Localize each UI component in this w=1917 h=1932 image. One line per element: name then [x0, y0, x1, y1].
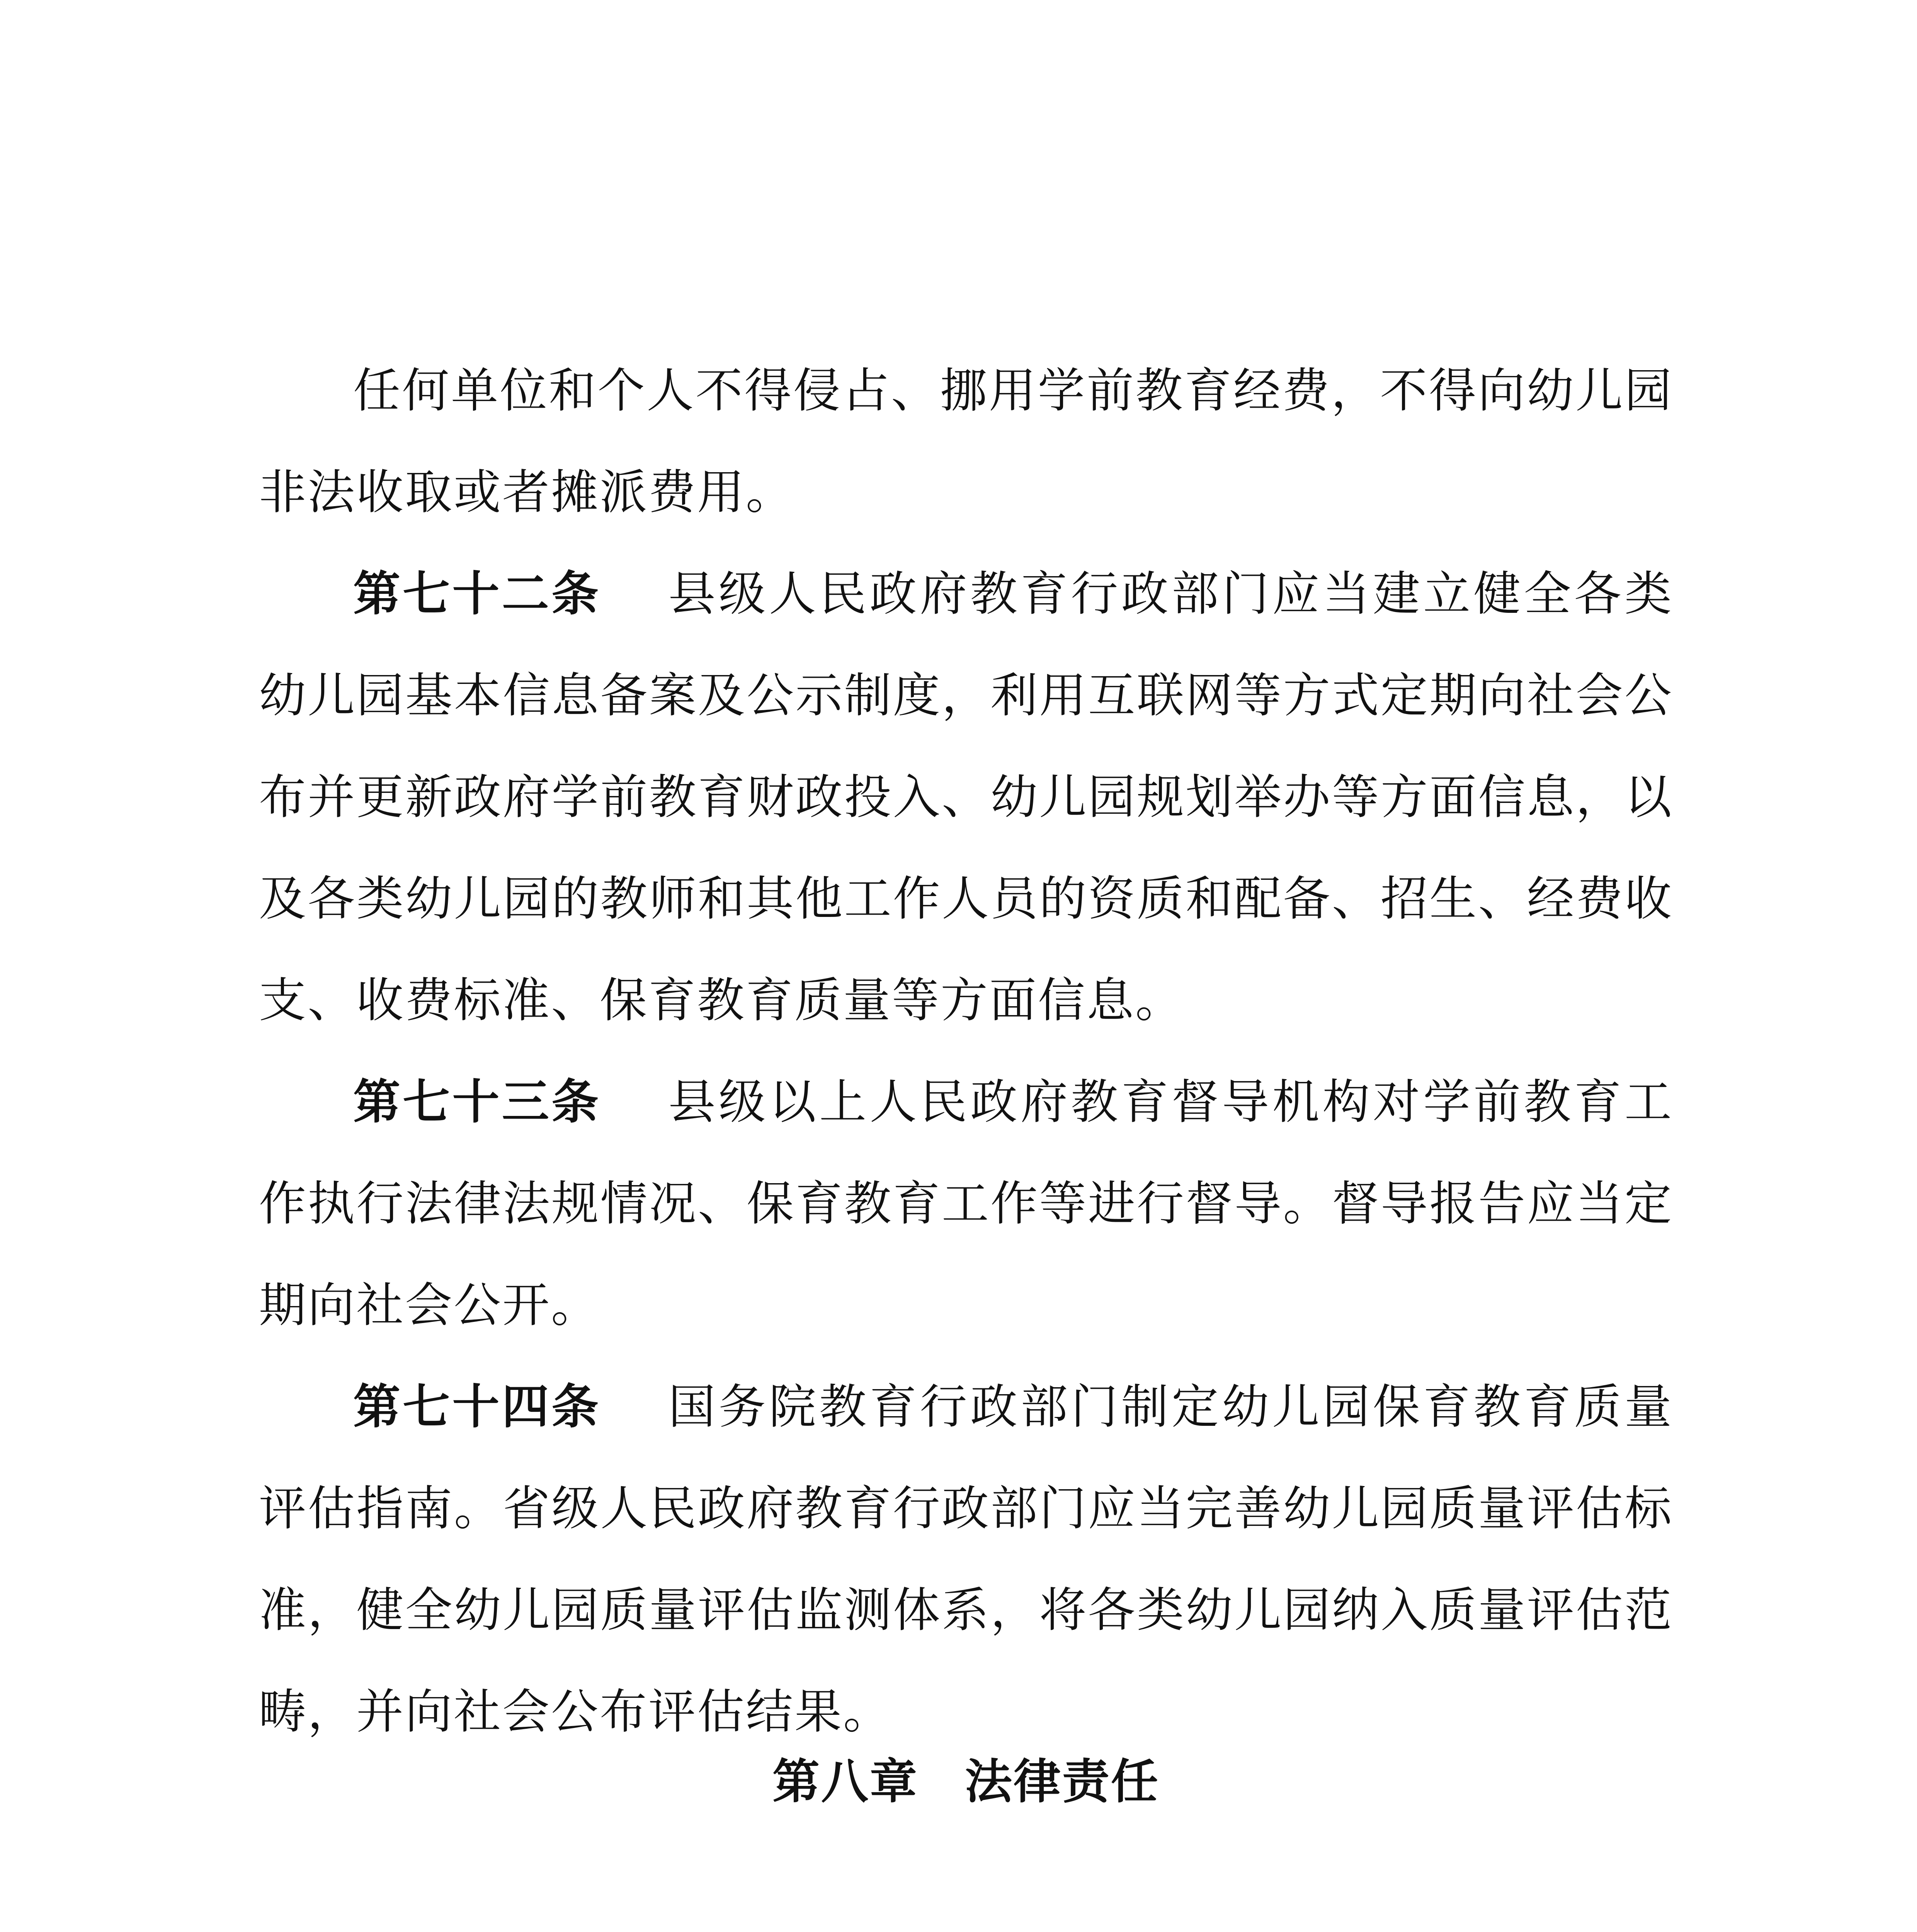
- chapter-number: 第八章: [772, 1754, 919, 1809]
- article-text: 县级人民政府教育行政部门应当建立健全各类幼儿园基本信息备案及公示制度，利用互联网等方式定期向社会公布并更新政府学前教育财政投入、幼儿园规划举办等方面信息，以及各类幼儿园的教师和其他工作人员的资质和配备、招生、经费收支、收费标准、保育教育质量等方面信息。: [259, 566, 1674, 1028]
- article-72: [259, 543, 1673, 1051]
- article-label: 第七十二条: [353, 566, 601, 621]
- article-text: 国务院教育行政部门制定幼儿园保育教育质量评估指南。省级人民政府教育行政部门应当完善幼儿园质量评估标准，健全幼儿园质量评估监测体系，将各类幼儿园纳入质量评估范畴，并向社会公布评估结果。: [259, 1379, 1674, 1739]
- chapter-title-text: 法律责任: [965, 1754, 1160, 1809]
- article-label: 第七十三条: [353, 1075, 601, 1129]
- paragraph-text: 任何单位和个人不得侵占、挪用学前教育经费，不得向幼儿园非法收取或者摊派费用。: [259, 363, 1673, 520]
- article-text: 县级以上人民政府教育督导机构对学前教育工作执行法律法规情况、保育教育工作等进行督导。督导报告应当定期向社会公开。: [259, 1075, 1674, 1333]
- article-75: [259, 1928, 1673, 1932]
- chapter-heading: [259, 1731, 1673, 1833]
- paragraph-funds-prohibition: [259, 340, 1673, 543]
- article-74: [259, 1356, 1673, 1763]
- top-text-block: [259, 340, 1673, 1763]
- article-73: [259, 1051, 1673, 1356]
- bottom-text-block: [259, 1928, 1673, 1932]
- article-label: 第七十四条: [353, 1379, 601, 1434]
